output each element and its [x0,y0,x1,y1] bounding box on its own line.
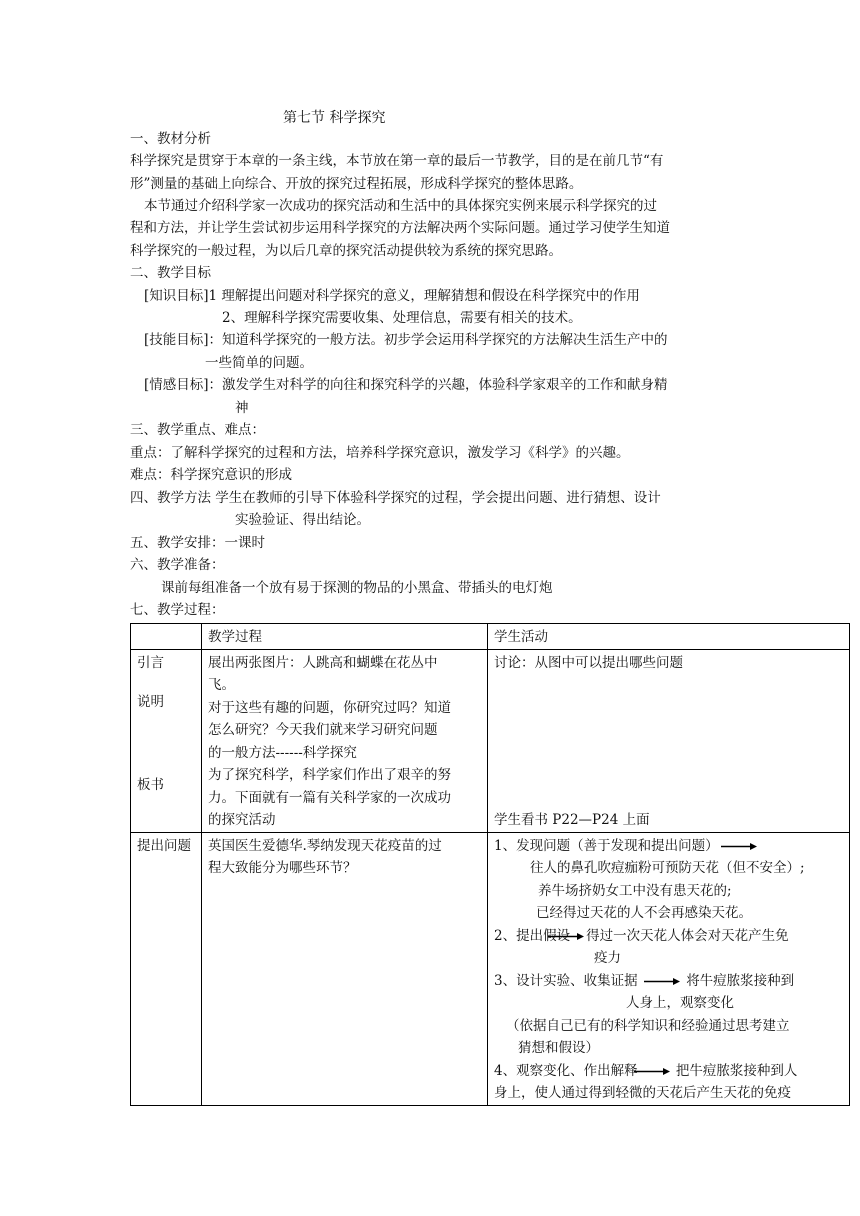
process-cell [202,832,488,1105]
arrow-right-icon [721,842,757,851]
process-line: 程大致能分为哪些环节？ [208,860,357,876]
header-cell-process: 教学过程 [202,624,488,650]
row-label-cell [131,649,202,832]
table-row [131,832,850,1105]
page-title: 第七节 科学探究 [283,110,386,126]
arrow-right-icon [644,977,680,986]
step-4-detail: 把牛痘脓浆接种到人 [675,1062,798,1079]
activity-cell [488,649,850,832]
process-line: 的探究活动 [208,812,276,828]
section-4-line: 四、教学方法 学生在教师的引导下体验科学探究的过程，学会提出问题、进行猜想、设计 [130,490,661,506]
label-board: 板书 [137,776,164,793]
process-line: 力。下面就有一篇有关科学家的一次成功 [208,789,451,806]
step-2: 2、提出假设 [494,927,571,944]
process-line: 对于这些有趣的问题，你研究过吗？知道 [208,699,451,716]
activity-discussion: 讨论：从图中可以提出哪些问题 [494,654,683,671]
header-cell-activity: 学生活动 [488,624,850,650]
header-cell [131,624,202,650]
table-header-row [131,624,850,650]
teaching-process-table [130,623,850,1106]
step-3: 3、设计实验、收集证据 [494,972,638,989]
paragraph-line: 科学探究的一般过程，为以后几章的探究活动提供较为系统的探究思路。 [130,243,562,259]
step-1-detail: 养牛场挤奶女工中没有患天花的; [538,882,732,899]
table-row [131,649,850,832]
section-2-heading: 二、教学目标 [130,265,211,281]
skill-goal-line: 一些简单的问题。 [205,355,313,371]
paragraph-line: 本节通过介绍科学家一次成功的探究活动和生活中的具体探究实例来展示科学探究的过 [144,198,657,214]
section-4-line: 实验验证、得出结论。 [235,512,370,528]
section-6-body: 课前每组准备一个放有易于探测的物品的小黑盒、带插头的电灯炮 [161,580,553,596]
section-5: 五、教学安排：一课时 [130,535,265,551]
key-point: 重点：了解科学探究的过程和方法，培养科学探究意识，激发学习《科学》的兴趣。 [130,445,630,461]
arrow-right-icon [634,1067,670,1076]
process-line: 展出两张图片：人跳高和蝴蝶在花丛中 [208,654,438,671]
paragraph-line: 程和方法，并让学生尝试初步运用科学探究的方法解决两个实际问题。通过学习使学生知道 [130,220,670,236]
process-line: 怎么研究？今天我们就来学习研究问题 [208,722,438,738]
step-1-detail: 往人的鼻孔吹痘痂粉可预防天花（但不安全）; [530,860,805,876]
section-6-heading: 六、教学准备： [130,557,225,573]
section-7-heading: 七、教学过程： [130,602,225,618]
label-explain: 说明 [137,694,164,710]
process-line: 飞。 [208,677,235,693]
row-label-cell: 提出问题 [131,832,202,1105]
process-line: 英国医生爱德华.琴纳发现天花疫苗的过 [208,837,442,854]
process-cell [202,649,488,832]
process-line: 的一般方法------科学探究 [208,744,357,761]
activity-cell [488,832,850,1105]
section-1-heading: 一、教材分析 [130,131,211,147]
difficult-point: 难点：科学探究意识的形成 [130,467,292,483]
knowledge-goal-line: [知识目标]1 理解提出问题对科学探究的意义，理解猜想和假设在科学探究中的作用 [144,288,640,304]
step-2-detail: 疫力 [594,950,621,966]
knowledge-goal-line: 2、理解科学探究需要收集、处理信息，需要有相关的技术。 [222,310,582,326]
step-1: 1、发现问题（善于发现和提出问题） [494,837,719,854]
step-4: 4、观察变化、作出解释 [494,1062,638,1079]
step-4-detail: 身上，使人通过得到轻微的天花后产生天花的免疫 [494,1085,791,1101]
emotion-goal-line: [情感目标]：激发学生对科学的向往和探究科学的兴趣，体验科学家艰辛的工作和献身精 [144,377,668,393]
skill-goal-line: [技能目标]：知道科学探究的一般方法。初步学会运用科学探究的方法解决生活生产中的 [144,332,668,348]
process-line: 为了探究科学，科学家们作出了艰辛的努 [208,767,451,783]
step-3-detail: 将牛痘脓浆接种到 [686,972,795,989]
step-3-note: （依据自己已有的科学知识和经验通过思考建立 [506,1017,790,1034]
paragraph-line: 科学探究是贯穿于本章的一条主线，本节放在第一章的最后一节教学，目的是在前几节“有 [130,153,664,169]
section-3-heading: 三、教学重点、难点： [130,422,265,438]
arrow-right-icon [548,932,584,941]
paragraph-line: 形”测量的基础上向综合、开放的探究过程拓展，形成科学探究的整体思路。 [130,176,583,192]
label-intro: 引言 [137,654,164,671]
emotion-goal-line: 神 [235,400,249,416]
step-3-detail: 人身上，观察变化 [626,995,734,1011]
step-2-detail: 得过一次天花人体会对天花产生免 [586,927,789,944]
activity-reading: 学生看书 P22—P24 上面 [494,812,650,828]
step-3-note: 猜想和假设） [518,1040,599,1056]
step-1-detail: 已经得过天花的人不会再感染天花。 [536,905,752,921]
